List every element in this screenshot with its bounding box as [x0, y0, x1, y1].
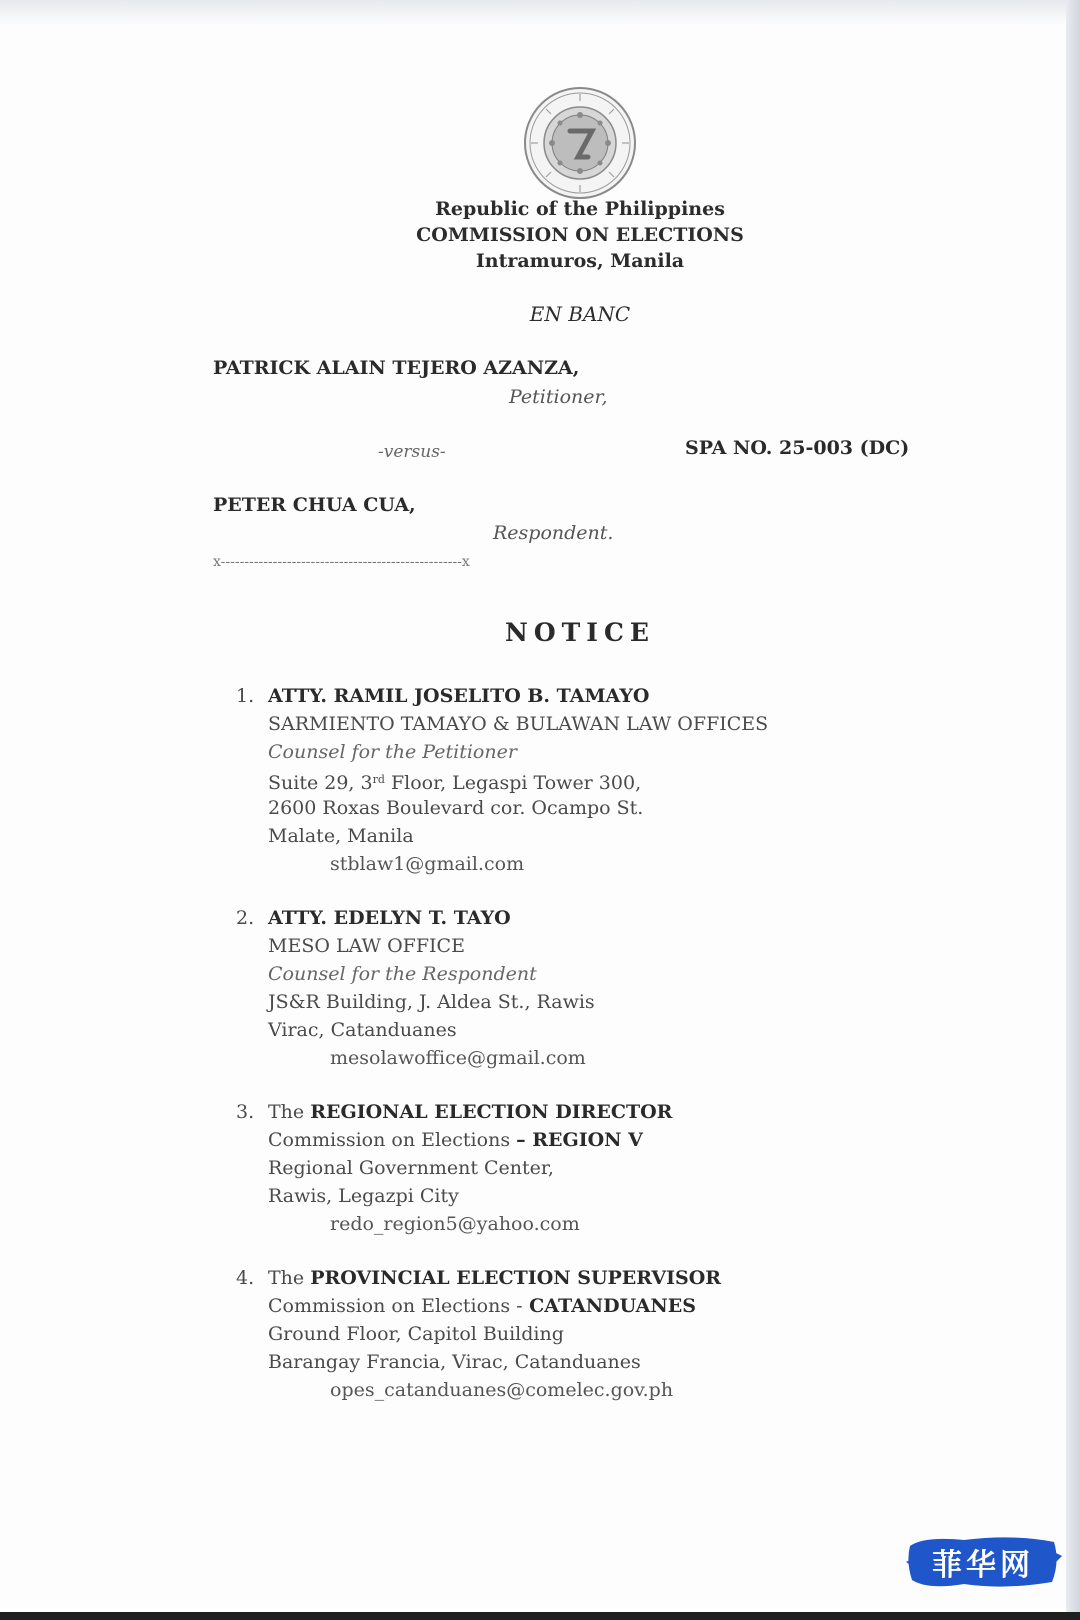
respondent-name: PETER CHUA CUA,	[213, 494, 416, 516]
page-edge	[1066, 0, 1080, 1620]
recipient-email: opes_catanduanes@comelec.gov.ph	[330, 1379, 674, 1401]
versus-label: -versus-	[378, 442, 446, 462]
recipient-address-line: Regional Government Center,	[268, 1157, 554, 1179]
recipient-address-line: Suite 29, 3rd Floor, Legaspi Tower 300,	[268, 772, 642, 794]
recipient-address-line: Malate, Manila	[268, 825, 414, 847]
recipient-address-line: Ground Floor, Capitol Building	[268, 1323, 564, 1345]
site-watermark	[904, 1532, 1062, 1592]
header-republic: Republic of the Philippines	[435, 198, 725, 220]
recipient-name: PROVINCIAL ELECTION SUPERVISOR	[310, 1267, 722, 1289]
case-number: SPA NO. 25-003 (DC)	[685, 437, 910, 459]
recipient-name: ATTY. EDELYN T. TAYO	[268, 907, 511, 929]
recipient-number: 2.	[236, 907, 255, 929]
watermark-text: 菲华网	[932, 1548, 1034, 1583]
recipient-email: mesolawoffice@gmail.com	[330, 1047, 586, 1069]
recipient-office: Commission on Elections - CATANDUANES	[268, 1295, 696, 1317]
issuing-body	[0, 196, 1080, 274]
recipient-address-line: JS&R Building, J. Aldea St., Rawis	[268, 991, 595, 1013]
recipient-office: MESO LAW OFFICE	[268, 935, 465, 957]
recipient-email: stblaw1@gmail.com	[330, 853, 525, 875]
recipient-address-line: Barangay Francia, Virac, Catanduanes	[268, 1351, 641, 1373]
recipient-office: Commission on Elections – REGION V	[268, 1129, 643, 1151]
recipient-address-line: 2600 Roxas Boulevard cor. Ocampo St.	[268, 797, 644, 819]
comelec-seal	[522, 85, 638, 201]
recipient-address-line: Virac, Catanduanes	[268, 1019, 457, 1041]
header-commission: COMMISSION ON ELECTIONS	[416, 224, 744, 246]
recipient-number: 3.	[236, 1101, 255, 1123]
recipient-email: redo_region5@yahoo.com	[330, 1213, 580, 1235]
petitioner-name: PATRICK ALAIN TEJERO AZANZA,	[213, 357, 580, 379]
recipient-number: 1.	[236, 685, 255, 707]
page-bottom-border	[0, 1612, 1080, 1620]
recipient-name-line: The REGIONAL ELECTION DIRECTOR	[268, 1101, 673, 1123]
recipient-role: Counsel for the Respondent	[268, 963, 537, 985]
notice-title: NOTICE	[505, 618, 655, 647]
caption-separator: x---------------------------------------------------x	[213, 554, 470, 570]
recipient-role: Counsel for the Petitioner	[268, 741, 517, 763]
header-location: Intramuros, Manila	[475, 250, 685, 272]
recipient-office: SARMIENTO TAMAYO & BULAWAN LAW OFFICES	[268, 713, 769, 735]
division-label: EN BANC	[529, 302, 631, 326]
respondent-role: Respondent.	[493, 522, 614, 544]
recipient-name: ATTY. RAMIL JOSELITO B. TAMAYO	[268, 685, 650, 707]
recipient-name-line: The PROVINCIAL ELECTION SUPERVISOR	[268, 1267, 722, 1289]
scan-shadow	[0, 0, 1066, 26]
recipient-number: 4.	[236, 1267, 255, 1289]
recipient-address-line: Rawis, Legazpi City	[268, 1185, 459, 1207]
recipient-name: REGIONAL ELECTION DIRECTOR	[310, 1101, 673, 1123]
petitioner-role: Petitioner,	[509, 386, 608, 408]
